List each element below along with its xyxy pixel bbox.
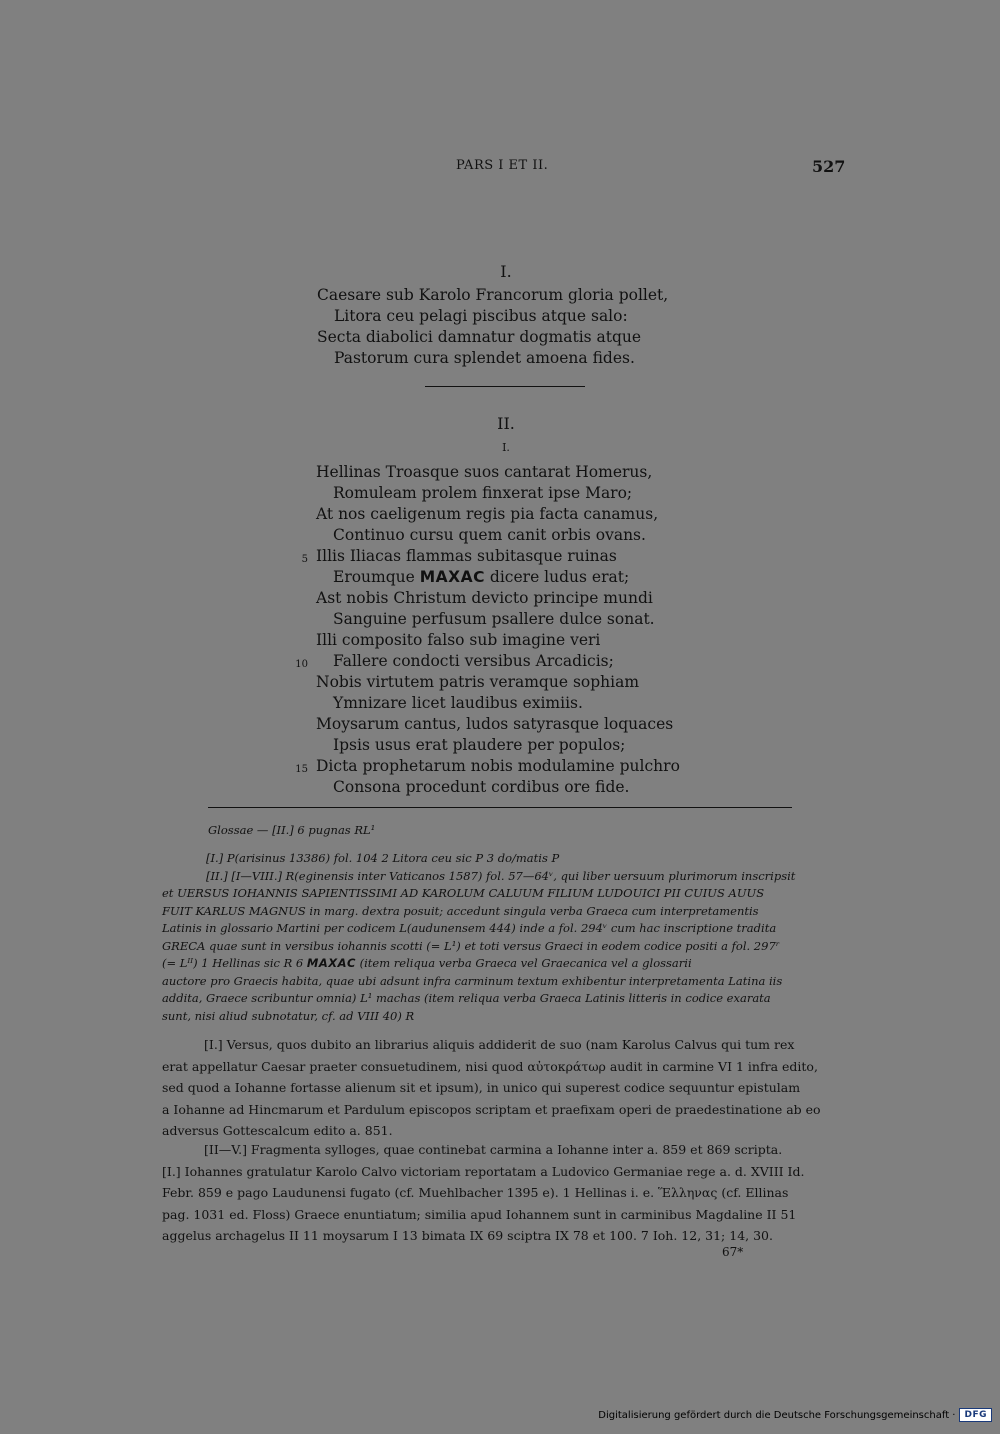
greek-word: ΜΑΧΑC	[419, 568, 485, 586]
verse-text: Ast nobis Christum devicto principe mundi	[316, 589, 653, 607]
poem2-line	[316, 609, 680, 630]
section-divider	[425, 386, 585, 387]
apparatus-line: [I.] P(arisinus 13386) fol. 104 2 Litora ceu sic P 3 do/matis P	[206, 851, 560, 865]
greek-word: ΜΑΧΑC	[306, 956, 356, 970]
apparatus-line: addita, Graece scribuntur omnia) L¹ machas (item reliqua verba Graeca Latinis litteris in codice exarata	[162, 991, 771, 1005]
note-line: [II—V.] Fragmenta sylloges, quae continebat carmina a Iohanne inter a. 859 et 869 scripta.	[204, 1142, 783, 1157]
line-number: 15	[295, 764, 308, 775]
poem2-text	[295, 462, 680, 798]
poem1-line: Pastorum cura splendet amoena fides.	[334, 349, 635, 367]
poem2-line	[316, 672, 680, 693]
verse-text: Sanguine perfusum psallere dulce sonat.	[333, 610, 655, 628]
apparatus-line: et UERSUS IOHANNIS SAPIENTISSIMI AD KAROLUM CALUUM FILIUM LUDOUICI PII CUIUS AUUS	[162, 886, 765, 900]
verse-text: Continuo cursu quem canit orbis ovans.	[333, 526, 646, 544]
poem1-line: Secta diabolici damnatur dogmatis atque	[317, 328, 642, 346]
verse-text: Illis Iliacas flammas subitasque ruinas	[316, 547, 617, 565]
apparatus-line: Latinis in glossario Martini per codicem L(audunensem 444) inde a fol. 294ᵛ cum hac inscriptione tradita	[162, 921, 777, 935]
poem2-line	[316, 714, 680, 735]
footnote-rule	[208, 807, 792, 808]
line-number: 5	[301, 554, 308, 565]
poem2-line	[316, 693, 680, 714]
note-line: a Iohanne ad Hincmarum et Pardulum episcopos scriptam et praefixam operi de praedestinatione ab eo	[162, 1101, 821, 1117]
poem2-line	[316, 735, 680, 756]
poem2-title: II.	[497, 414, 515, 433]
note-line: adversus Gottescalcum edito a. 851.	[162, 1123, 393, 1138]
apparatus-line: auctore pro Graecis habita, quae ubi adsunt infra carminum textum exhibentur interpretamenta Latina iis	[162, 973, 783, 988]
verse-text: Consona procedunt cordibus ore fide.	[333, 778, 630, 796]
verse-text: Nobis virtutem patris veramque sophiam	[316, 673, 640, 691]
verse-text: Ipsis usus erat plaudere per populos;	[333, 736, 626, 754]
poem2-line	[316, 483, 680, 504]
verse-text: Fallere condocti versibus Arcadicis;	[333, 652, 614, 670]
verse-text: Eroumque	[333, 568, 420, 586]
poem2-subtitle: I.	[502, 441, 510, 454]
poem2-line	[316, 525, 680, 546]
poem2-line	[316, 567, 680, 588]
apparatus-line: [II.] [I—VIII.] R(eginensis inter Vaticanos 1587) fol. 57—64ᵛ, qui liber uersuum plurimorum inscripsit	[206, 868, 796, 883]
apparatus-block	[162, 850, 826, 1025]
apparatus-glossae: Glossae — [II.] 6 pugnas RL¹	[208, 823, 376, 837]
poem2-line	[316, 777, 680, 798]
poem2-line	[316, 504, 680, 525]
note-line: erat appellatur Caesar praeter consuetudinem, nisi quod αὐτοκράτωρ audit in carmine VI 1 infra edito,	[162, 1058, 818, 1074]
poem2-line	[295, 651, 680, 672]
verse-text: Hellinas Troasque suos cantarat Homerus,	[316, 463, 653, 481]
poem2-line	[316, 462, 680, 483]
commentary-note-2	[162, 1139, 832, 1247]
footer-text: Digitalisierung gefördert durch die Deutsche Forschungsgemeinschaft ·	[598, 1409, 956, 1421]
apparatus-line: FUIT KARLUS MAGNUS in marg. dextra posuit; accedunt singula verba Graeca cum interpretamentis	[162, 903, 759, 918]
verse-text: Moysarum cantus, ludos satyrasque loquaces	[316, 715, 674, 733]
page-number: 527	[812, 157, 846, 176]
note-line: [I.] Versus, quos dubito an librarius aliquis addiderit de suo (nam Karolus Calvus qui tum rex	[204, 1037, 795, 1052]
poem1-title: I.	[500, 262, 512, 281]
verse-text: Dicta prophetarum nobis modulamine pulchro	[316, 757, 680, 775]
apparatus-text: (item reliqua verba Graeca vel Graecanica vel a glossarii	[355, 956, 692, 970]
apparatus-line	[162, 955, 826, 973]
dfg-logo: DFG	[959, 1408, 992, 1422]
poem2-line	[316, 630, 680, 651]
verse-text: dicere ludus erat;	[485, 568, 630, 586]
apparatus-line: GRECA quae sunt in versibus iohannis scotti (= L¹) et toti versus Graeci in eodem codice positi a fol. 297ʳ	[162, 938, 780, 953]
poem1-text	[317, 285, 668, 369]
running-head: PARS I ET II.	[456, 158, 549, 173]
verse-text: Ymnizare licet laudibus eximiis.	[333, 694, 583, 712]
signature-mark: 67*	[722, 1245, 744, 1259]
verse-text: At nos caeligenum regis pia facta canamus,	[316, 505, 659, 523]
poem2-line	[301, 546, 680, 567]
poem2-line	[316, 588, 680, 609]
digitization-footer	[598, 1408, 992, 1422]
poem2-line	[295, 756, 680, 777]
note-line: aggelus archagelus II 11 moysarum I 13 bimata IX 69 sciptra IX 78 et 100. 7 Ioh. 12, 31; 14, 30.	[162, 1228, 773, 1243]
apparatus-text: (= Lᴵᴵ) 1 Hellinas sic R 6	[162, 956, 307, 970]
verse-text: Illi composito falso sub imagine veri	[316, 631, 601, 649]
apparatus-line: sunt, nisi aliud subnotatur, cf. ad VIII 40) R	[162, 1008, 415, 1023]
poem1-line: Caesare sub Karolo Francorum gloria pollet,	[317, 286, 669, 304]
line-number: 10	[295, 659, 308, 670]
poem1-line: Litora ceu pelagi piscibus atque salo:	[334, 307, 628, 325]
note-line: sed quod a Iohanne fortasse alienum sit et ipsum), in unico qui superest codice sequuntur epistulam	[162, 1080, 801, 1095]
commentary-note-1	[162, 1034, 832, 1142]
note-line: pag. 1031 ed. Floss) Graece enuntiatum; similia apud Iohannem sunt in carminibus Magdaline II 51	[162, 1206, 797, 1222]
note-line: [I.] Iohannes gratulatur Karolo Calvo victoriam reportatam a Ludovico Germaniae rege a. d. XVIII Id.	[162, 1163, 805, 1179]
note-line: Febr. 859 e pago Laudunensi fugato (cf. Muehlbacher 1395 e). 1 Hellinas i. e. Ἕλληνας (cf. Ellinas	[162, 1185, 789, 1200]
verse-text: Romuleam prolem finxerat ipse Maro;	[333, 484, 633, 502]
